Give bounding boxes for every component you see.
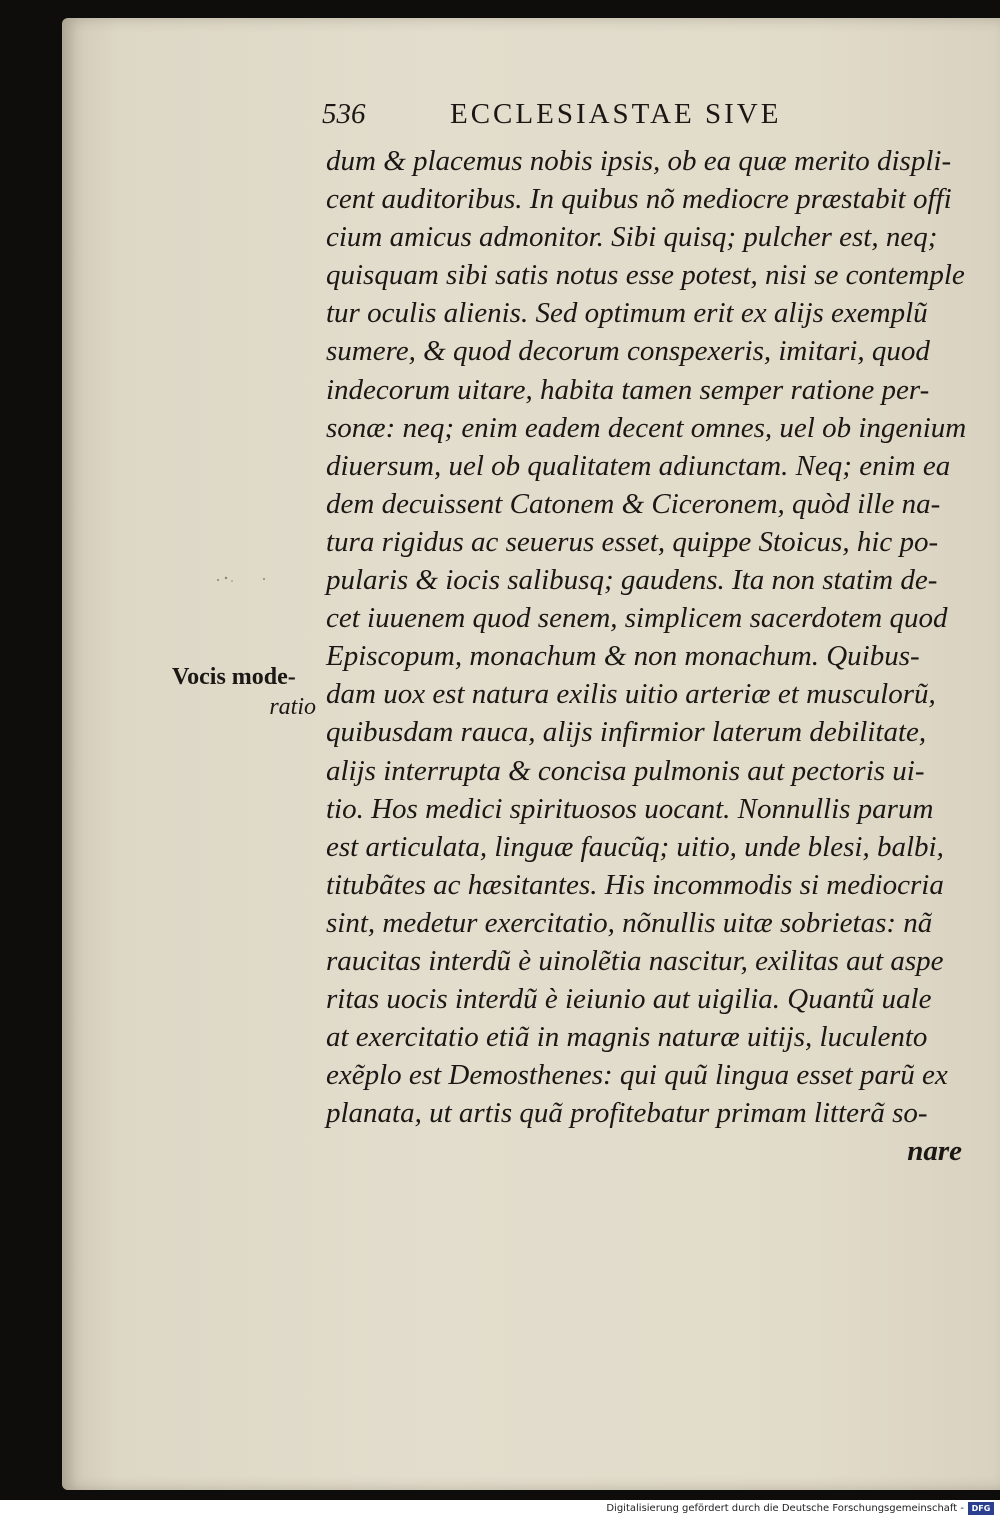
text-line: at exercitatio etiã in magnis naturæ uitijs, luculento	[326, 1021, 928, 1054]
footer-bar	[0, 1500, 1000, 1518]
text-line: sonæ: neq; enim eadem decent omnes, uel ob ingenium	[326, 411, 967, 444]
text-line: sumere, & quod decorum conspexeris, imitari, quod	[326, 335, 930, 368]
page-number: 536	[322, 98, 366, 130]
text-line: cium amicus admonitor. Sibi quisq; pulcher est, neq;	[326, 221, 938, 254]
funding-credit: Digitalisierung gefördert durch die Deutsche Forschungsgemeinschaft -	[606, 1503, 964, 1514]
text-line: ritas uocis interdũ è ieiunio aut uigilia. Quantũ uale	[326, 983, 932, 1016]
text-line: exẽplo est Demosthenes: qui quũ lingua esset parũ ex	[326, 1059, 948, 1092]
text-line: alijs interrupta & concisa pulmonis aut pectoris ui-	[326, 754, 925, 787]
marginal-note-line: Vocis mode-	[172, 664, 296, 690]
body-text	[326, 142, 966, 1171]
running-head: ECCLESIASTAE SIVE	[450, 98, 782, 130]
text-line: tura rigidus ac seuerus esset, quippe Stoicus, hic po-	[326, 525, 939, 558]
text-line: pularis & iocis salibusq; gaudens. Ita non statim de-	[326, 564, 938, 597]
text-line: quisquam sibi satis notus esse potest, nisi se contemple	[326, 259, 965, 292]
text-line: indecorum uitare, habita tamen semper ratione per-	[326, 373, 930, 406]
text-line: diuersum, uel ob qualitatem adiunctam. Neq; enim ea	[326, 449, 951, 482]
text-line: dum & placemus nobis ipsis, ob ea quæ merito displi-	[326, 145, 952, 177]
text-line: cet iuuenem quod senem, simplicem sacerdotem quod	[326, 602, 948, 635]
text-line: Episcopum, monachum & non monachum. Quibus-	[326, 640, 920, 673]
text-line: planata, ut artis quã profitebatur primam litterã so-	[326, 1097, 928, 1130]
text-line: titubãtes ac hæsitantes. His incommodis si mediocria	[326, 868, 944, 901]
text-line: quibusdam rauca, alijs infirmior laterum debilitate,	[326, 716, 927, 749]
catchword: nare	[907, 1135, 962, 1168]
dfg-logo: DFG	[968, 1502, 994, 1515]
marginal-note-line: ratio	[269, 694, 316, 720]
text-line: sint, medetur exercitatio, nõnullis uitæ sobrietas: nã	[326, 906, 933, 939]
ink-specks	[212, 572, 272, 586]
text-line: est articulata, linguæ faucũq; uitio, unde blesi, balbi,	[326, 830, 944, 863]
text-line: dem decuissent Catonem & Ciceronem, quòd ille na-	[326, 487, 941, 520]
text-line: cent auditoribus. In quibus nõ mediocre præstabit offi	[326, 183, 952, 216]
text-line: tio. Hos medici spirituosos uocant. Nonnullis parum	[326, 792, 934, 825]
marginal-note	[172, 662, 320, 722]
text-line: tur oculis alienis. Sed optimum erit ex alijs exemplũ	[326, 297, 928, 330]
page-header	[322, 98, 922, 138]
text-line: raucitas interdũ è uinolẽtia nascitur, exilitas aut aspe	[326, 944, 944, 977]
text-line: dam uox est natura exilis uitio arteriæ et musculorũ,	[326, 678, 936, 711]
